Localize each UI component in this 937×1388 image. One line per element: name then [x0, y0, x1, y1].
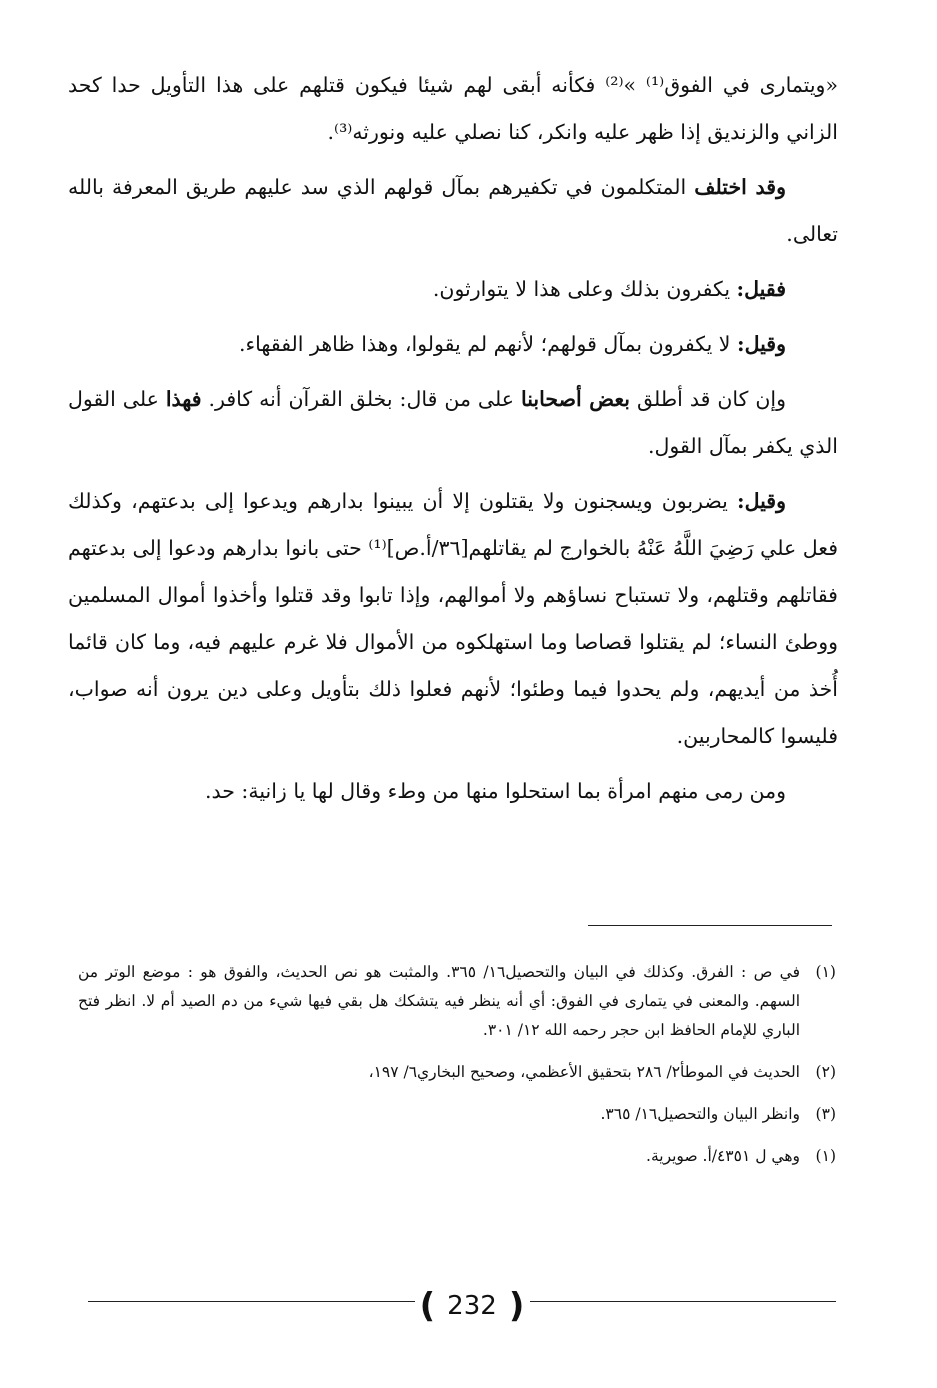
- paragraph-5: [68, 376, 838, 470]
- footnote: [78, 1100, 836, 1129]
- footer-rule-right: [530, 1301, 836, 1302]
- paragraph-4-text: لا يكفرون بمآل قولهم؛ لأنهم لم يقولوا، وهذا ظاهر الفقهاء.: [238, 332, 738, 356]
- paragraph-6-lead: وقيل:: [737, 489, 786, 513]
- paragraph-3-lead: فقيل:: [736, 277, 786, 301]
- footnote-text: في ص : الفرق. وكذلك في البيان والتحصيل١٦/ ٣٦٥. والمثبت هو نص الحديث، والفوق هو : موضع الوتر من السهم. والمعنى في يتمارى في الفوق: أي أنه ينظر فيه يتشكك هل بقي فيها شيء من دم الصيد أم لا. انظر فتح الباري للإمام الحافظ ابن حجر رحمه الله ١٢/ ٣٠١.: [78, 963, 800, 1039]
- footnote-text: وهي ل ٤٣٥١/أ. صويرية.: [646, 1147, 800, 1165]
- paragraph-2-lead: وقد اختلف: [694, 175, 786, 199]
- paragraph-5-bold-2: فهذا: [165, 387, 202, 411]
- paragraph-5-bold-1: بعض أصحابنا: [520, 387, 630, 411]
- footnote: [78, 1058, 836, 1087]
- paragraph-2: [68, 164, 838, 258]
- page-bracket-open: (: [419, 1286, 436, 1326]
- paragraph-5-text-c: على القول الذي يكفر بمآل القول.: [68, 387, 838, 458]
- footnote-number: (٣): [815, 1105, 836, 1123]
- page-number-box: [418, 1286, 526, 1326]
- footnote-number: (١): [815, 963, 836, 981]
- footnote: [78, 1142, 836, 1171]
- footnote: [78, 958, 836, 1045]
- paragraph-6: [68, 478, 838, 760]
- paragraph-1-text: «ويتمارى في الفوق⁽¹⁾ »⁽²⁾ فكأنه أبقى لهم شيئا فيكون قتلهم على هذا التأويل حدا كحد الزاني والزنديق إذا ظهر عليه وانكر، كنا نصلي عليه ونورثه⁽³⁾.: [68, 73, 838, 144]
- footnotes: [78, 958, 836, 1184]
- footnote-number: (١): [815, 1147, 836, 1165]
- paragraph-5-text-a: وإن كان قد أطلق: [630, 387, 787, 411]
- paragraph-2-text: المتكلمون في تكفيرهم بمآل قولهم الذي سد عليهم طريق المعرفة بالله تعالى.: [68, 175, 838, 246]
- main-text: [68, 62, 838, 823]
- footnote-number: (٢): [815, 1063, 836, 1081]
- paragraph-1: [68, 62, 838, 156]
- footnote-separator: [588, 925, 832, 926]
- page-number: 232: [447, 1291, 497, 1321]
- paragraph-7: [68, 768, 838, 815]
- paragraph-3-text: يكفرون بذلك وعلى هذا لا يتوارثون.: [432, 277, 737, 301]
- paragraph-3: [68, 266, 838, 313]
- page-bracket-close: ): [508, 1286, 525, 1326]
- footnote-text: الحديث في الموطأ٢/ ٢٨٦ بتحقيق الأعظمي، وصحيح البخاري٦/ ١٩٧،: [368, 1063, 800, 1081]
- paragraph-4-lead: وقيل:: [737, 332, 786, 356]
- footnote-text: وانظر البيان والتحصيل١٦/ ٣٦٥.: [600, 1105, 800, 1123]
- paragraph-7-text: ومن رمى منهم امرأة بما استحلوا منها من وطء وقال لها يا زانية: حد.: [204, 779, 786, 803]
- paragraph-5-text-b: على من قال: بخلق القرآن أنه كافر.: [201, 387, 521, 411]
- page-footer: [88, 1286, 836, 1330]
- paragraph-4: [68, 321, 838, 368]
- footer-rule-left: [88, 1301, 415, 1302]
- paragraph-6-text: يضربون ويسجنون ولا يقتلون إلا أن يبينوا بدارهم ويدعوا إلى بدعتهم، وكذلك فعل علي رَضِيَ اللَّهُ عَنْهُ بالخوارج لم يقاتلهم[٣٦/أ.ص]⁽¹⁾ حتى بانوا بدارهم ودعوا إلى بدعتهم فقاتلهم وقتلهم، ولا تستباح نساؤهم ولا أموالهم، وإذا تابوا وقد قتلوا وأخذوا أموال المسلمين ووطئ النساء؛ لم يقتلوا قصاصا وما استهلكوه من الأموال فلا غرم عليهم فيه، وما كان قائما أُخذ من أيديهم، ولم يحدوا فيما وطئوا؛ لأنهم فعلوا ذلك بتأويل وعلى دين يرون أنه صواب، فليسوا كالمحاربين.: [68, 489, 838, 748]
